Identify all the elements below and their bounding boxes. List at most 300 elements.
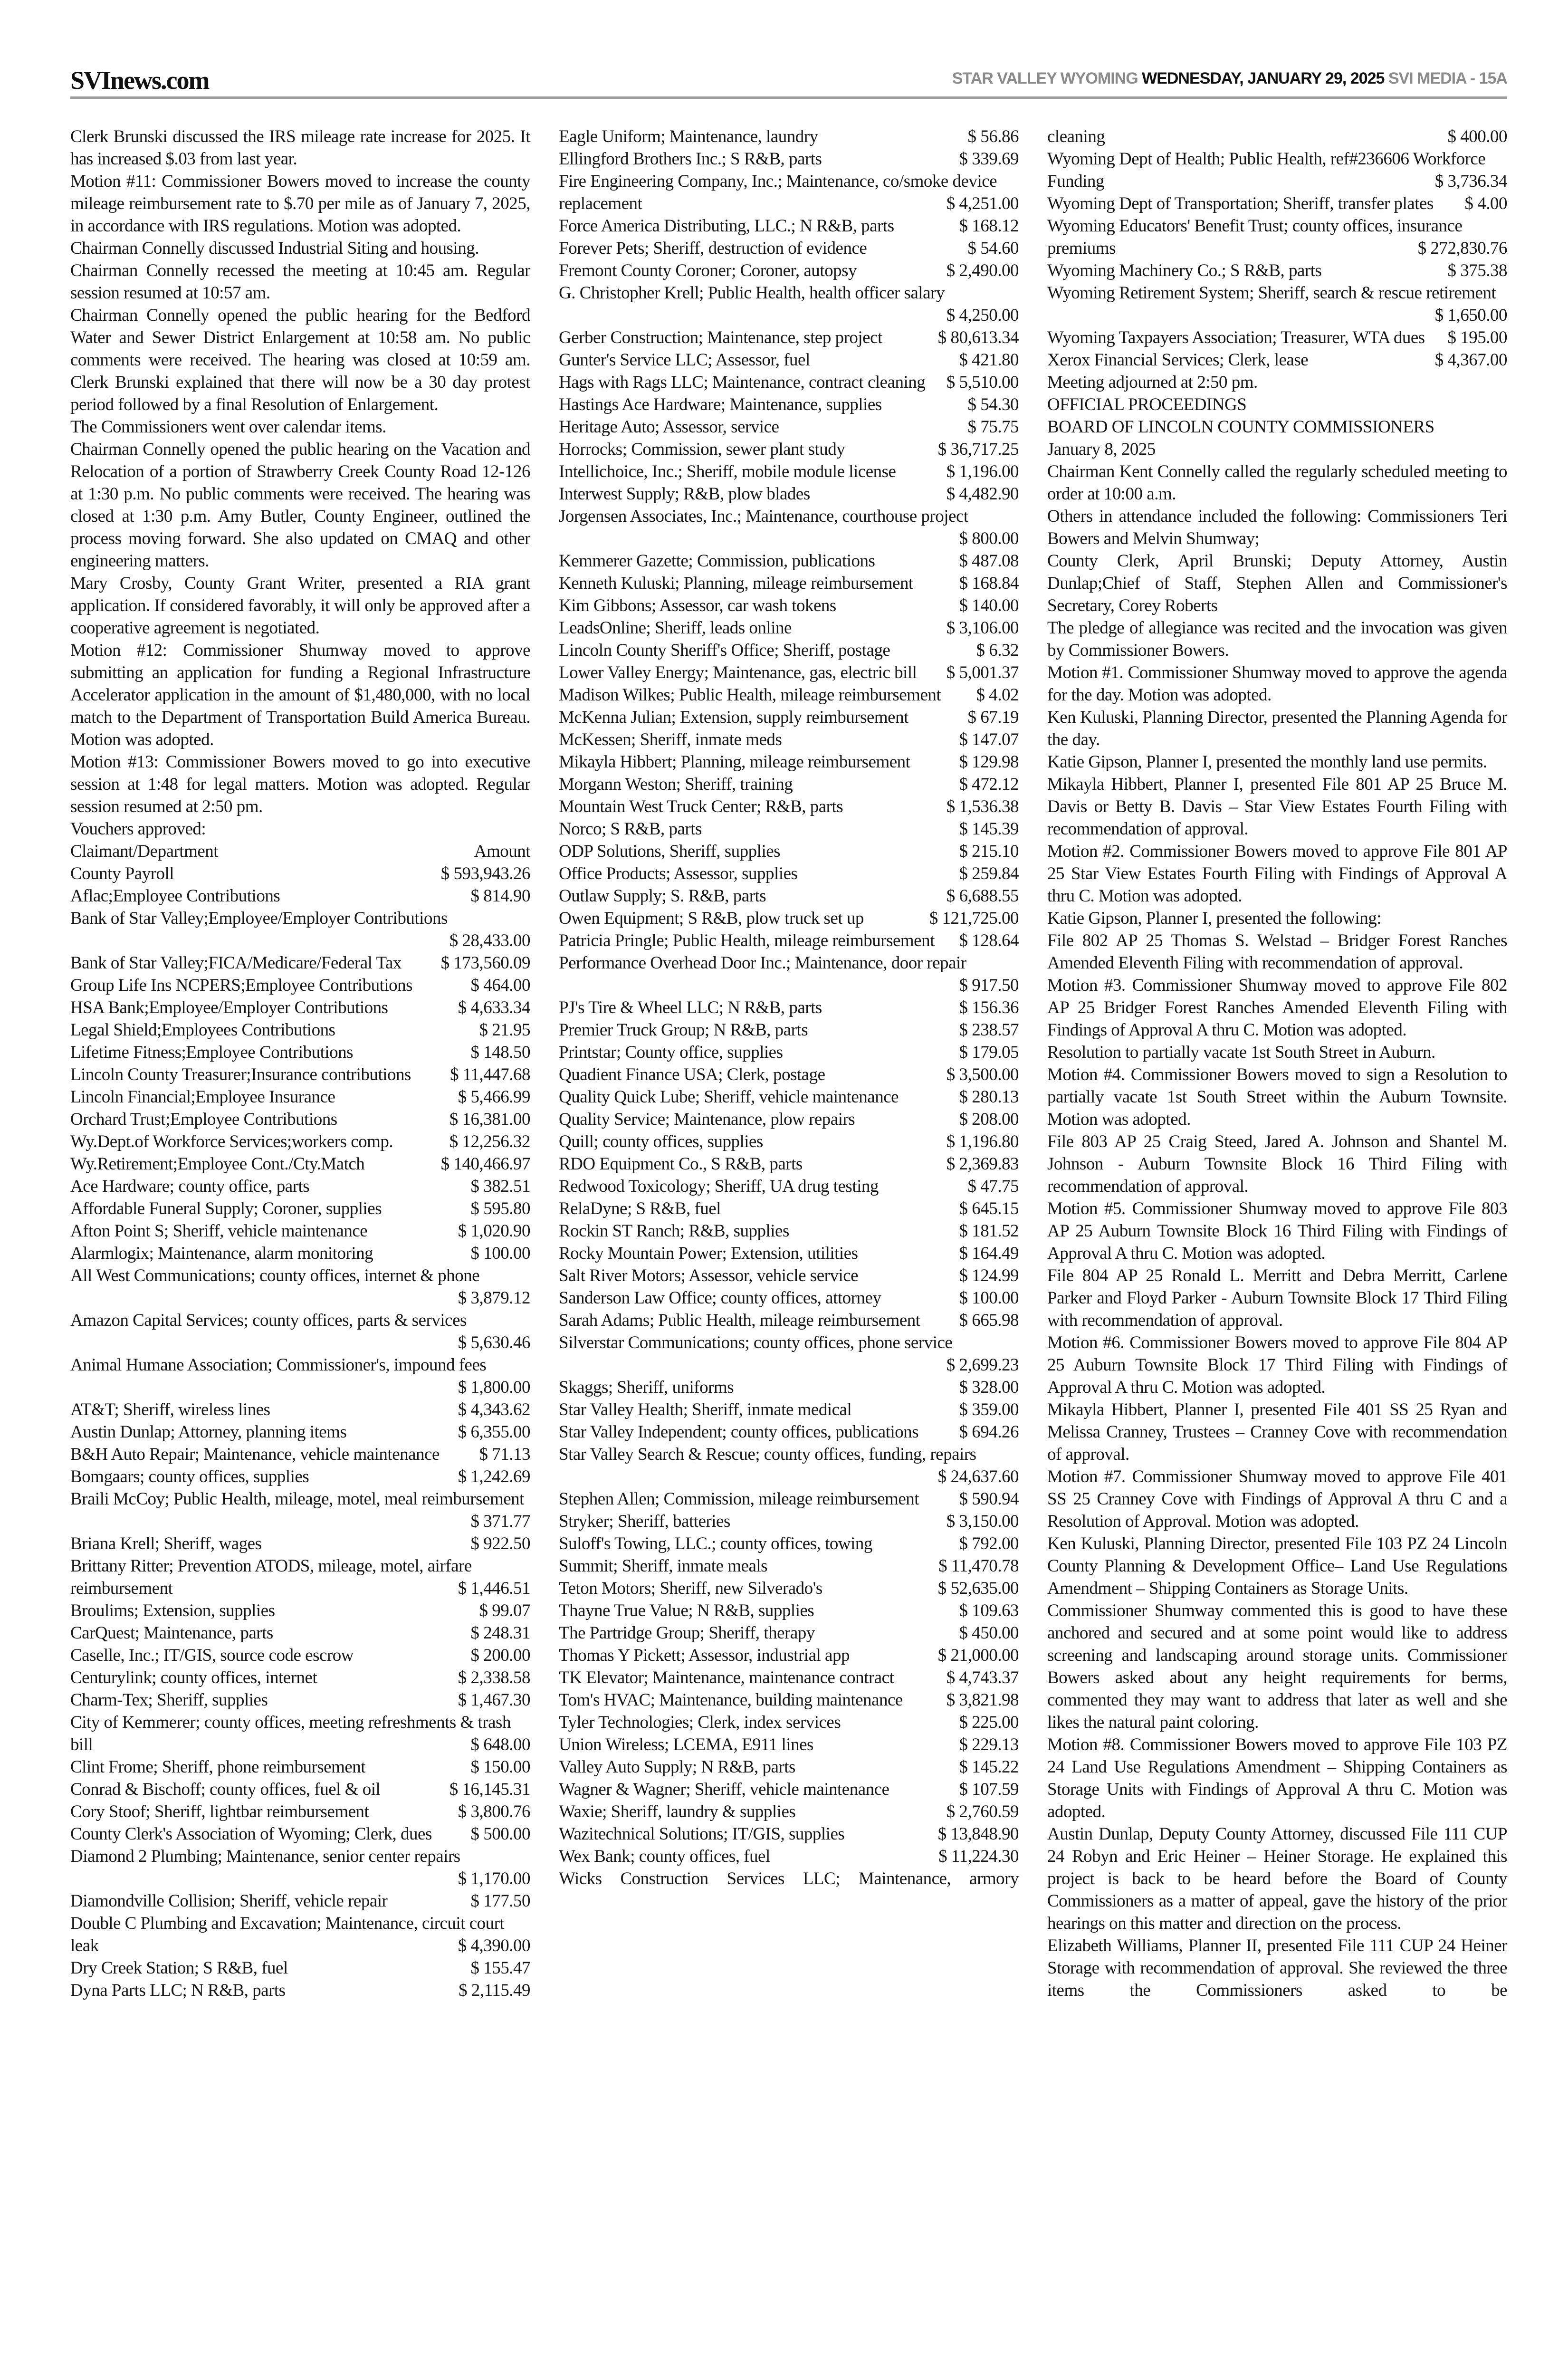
voucher-claimant: Animal Humane Association; Commissioner's, impound fees	[70, 1355, 487, 1375]
voucher-claimant: Thayne True Value; N R&B, supplies	[559, 1601, 814, 1620]
paragraph: Ken Kuluski, Planning Director, presented File 103 PZ 24 Lincoln County Planning & Development Office– Land Use Regulations Amendment – Shipping Containers as Storage Units.	[1047, 1534, 1507, 1598]
voucher-entry	[559, 1175, 1019, 1198]
voucher-claimant: Intellichoice, Inc.; Sheriff, mobile module license	[559, 462, 896, 481]
voucher-amount: $ 1,170.00	[458, 1869, 530, 1888]
voucher-entry	[559, 282, 1019, 326]
voucher-entry	[559, 862, 1019, 885]
voucher-entry	[559, 1332, 1019, 1376]
voucher-amount: $ 215.10	[959, 842, 1019, 861]
paragraph: Elizabeth Williams, Planner II, presented File 111 CUP 24 Heiner Storage with recommendation of approval. She reviewed the three items the Commissioners asked to be	[1047, 1936, 1507, 2000]
voucher-amount: $ 156.36	[959, 998, 1019, 1017]
voucher-claimant: Lincoln County Treasurer;Insurance contributions	[70, 1065, 411, 1084]
voucher-claimant: Wyoming Dept of Transportation; Sheriff, transfer plates	[1047, 194, 1434, 213]
voucher-claimant: Kenneth Kuluski; Planning, mileage reimbursement	[559, 574, 913, 593]
paragraph: File 803 AP 25 Craig Steed, Jared A. Johnson and Shantel M. Johnson - Auburn Townsite Block 16 Third Filing with recommendation of approval.	[1047, 1132, 1507, 1196]
page-section: SVI MEDIA - 15A	[1388, 69, 1507, 87]
voucher-amount: $ 472.12	[959, 775, 1019, 794]
voucher-entry	[559, 326, 1019, 349]
voucher-claimant: Austin Dunlap; Attorney, planning items	[70, 1422, 347, 1442]
paragraph: Motion #13: Commissioner Bowers moved to go into executive session at 1:48 for legal matters. Motion was adopted. Regular session resumed at 2:50 pm.	[70, 752, 530, 816]
voucher-entry	[559, 393, 1019, 416]
voucher-entry	[70, 1957, 530, 1979]
voucher-amount: $ 11,224.30	[938, 1847, 1019, 1866]
voucher-claimant: Diamondville Collision; Sheriff, vehicle repair	[70, 1891, 388, 1911]
voucher-amount: $ 648.00	[470, 1735, 530, 1754]
voucher-entry	[70, 1778, 530, 1801]
voucher-amount: $ 2,115.49	[459, 1981, 530, 2000]
voucher-entry	[70, 885, 530, 907]
voucher-amount: $ 3,736.34	[1434, 172, 1507, 191]
voucher-entry	[70, 1309, 530, 1354]
paragraph: Chairman Connelly opened the public hearing for the Bedford Water and Sewer District Enlargement at 10:58 am. No public comments were received. The hearing was closed at 10:59 am. Clerk Brunski explained that there will now be a 30 day protest period followed by a final Resolution of Enlargement.	[70, 306, 530, 414]
column-1	[70, 125, 530, 2002]
voucher-entry	[1047, 192, 1507, 215]
voucher-entry	[1047, 259, 1507, 282]
voucher-amount: $ 595.80	[470, 1199, 530, 1218]
voucher-entry	[559, 1510, 1019, 1533]
voucher-claimant: Summit; Sheriff, inmate meals	[559, 1556, 768, 1576]
voucher-entry	[70, 1220, 530, 1242]
voucher-entry	[559, 773, 1019, 795]
voucher-claimant: Wyoming Taxpayers Association; Treasurer, WTA dues	[1047, 328, 1425, 347]
voucher-entry	[70, 1644, 530, 1667]
voucher-entry	[1047, 215, 1507, 259]
voucher-claimant: RDO Equipment Co., S R&B, parts	[559, 1154, 803, 1174]
voucher-claimant: Silverstar Communications; county offices, phone service	[559, 1333, 953, 1352]
voucher-amount: $ 1,650.00	[1434, 306, 1507, 325]
voucher-claimant: Broulims; Extension, supplies	[70, 1601, 275, 1620]
paragraph: The pledge of allegiance was recited and the invocation was given by Commissioner Bowers.	[1047, 618, 1507, 660]
voucher-claimant: Salt River Motors; Assessor, vehicle service	[559, 1266, 859, 1285]
voucher-amount: $ 13,848.90	[937, 1824, 1019, 1844]
voucher-entry	[559, 1488, 1019, 1510]
paragraph: Motion #4. Commissioner Bowers moved to sign a Resolution to partially vacate 1st South Street within the Auburn Townsite. Motion was adopted.	[1047, 1065, 1507, 1129]
voucher-entry	[559, 996, 1019, 1019]
voucher-claimant: Double C Plumbing and Excavation; Maintenance, circuit court leak	[70, 1914, 505, 1955]
voucher-claimant: Rocky Mountain Power; Extension, utilities	[559, 1244, 858, 1263]
voucher-entry	[70, 1533, 530, 1555]
voucher-amount: $ 4,743.37	[946, 1668, 1019, 1687]
paragraph: Motion #6. Commissioner Bowers moved to approve File 804 AP 25 Auburn Townsite Block 17 Third Filing with Findings of Approval A thru C. Motion was adopted.	[1047, 1333, 1507, 1397]
voucher-claimant: LeadsOnline; Sheriff, leads online	[559, 618, 792, 638]
voucher-claimant: Caselle, Inc.; IT/GIS, source code escrow	[70, 1646, 354, 1665]
voucher-entry	[70, 1667, 530, 1689]
paragraph: Austin Dunlap, Deputy County Attorney, discussed File 111 CUP 24 Robyn and Eric Heiner – Heiner Storage. He explained this project is back to be heard before the Board of County Commissioners as a matter of appeal, gave the history of the prior hearings on this matter and direction on the process.	[1047, 1824, 1507, 1933]
voucher-amount: $ 16,145.31	[449, 1780, 530, 1799]
voucher-amount: $ 4,367.00	[1434, 350, 1507, 370]
voucher-amount: $ 375.38	[1447, 261, 1507, 280]
voucher-amount: $ 1,242.69	[458, 1467, 530, 1486]
voucher-claimant: City of Kemmerer; county offices, meeting refreshments & trash bill	[70, 1713, 511, 1754]
voucher-entry	[559, 460, 1019, 483]
voucher-entry	[70, 1466, 530, 1488]
voucher-entry	[70, 1354, 530, 1399]
voucher-claimant: Quadient Finance USA; Clerk, postage	[559, 1065, 825, 1084]
voucher-entry	[70, 1756, 530, 1778]
voucher-claimant: Kim Gibbons; Assessor, car wash tokens	[559, 596, 836, 615]
voucher-claimant: Bomgaars; county offices, supplies	[70, 1467, 309, 1486]
voucher-entry	[559, 349, 1019, 371]
paragraph: January 8, 2025	[1047, 440, 1156, 459]
column-2	[559, 125, 1019, 1890]
voucher-entry	[70, 1086, 530, 1108]
voucher-amount: $ 814.90	[470, 886, 530, 906]
paragraph: Resolution to partially vacate 1st South Street in Auburn.	[1047, 1043, 1435, 1062]
voucher-entry	[70, 1242, 530, 1265]
voucher-entry	[70, 1063, 530, 1086]
voucher-claimant: Aflac;Employee Contributions	[70, 886, 280, 906]
voucher-amount: $ 371.77	[470, 1512, 530, 1531]
voucher-amount: $ 24,637.60	[937, 1467, 1019, 1486]
paragraph: The Commissioners went over calendar items.	[70, 417, 386, 437]
voucher-entry	[559, 885, 1019, 907]
voucher-claimant: Ace Hardware; county office, parts	[70, 1177, 310, 1196]
voucher-entry	[559, 148, 1019, 170]
voucher-claimant: ODP Solutions, Sheriff, supplies	[559, 842, 781, 861]
voucher-amount: $ 155.47	[470, 1958, 530, 1978]
voucher-amount: $ 339.69	[959, 149, 1019, 169]
voucher-entry	[559, 1376, 1019, 1399]
voucher-entry	[559, 1845, 1019, 1868]
paragraph: Motion #11: Commissioner Bowers moved to increase the county mileage reimbursement rate to $.70 per mile as of January 7, 2025, in accordance with IRS regulations. Motion was adopted.	[70, 172, 530, 236]
voucher-amount: $ 140.00	[959, 596, 1019, 615]
site-logo[interactable]: SVInews.com	[70, 66, 209, 95]
voucher-claimant: Redwood Toxicology; Sheriff, UA drug testing	[559, 1177, 879, 1196]
voucher-amount: $ 694.26	[959, 1422, 1019, 1442]
voucher-entry	[70, 1265, 530, 1309]
paragraph: Motion #1. Commissioner Shumway moved to approve the agenda for the day. Motion was adopted.	[1047, 663, 1507, 705]
voucher-entry	[70, 1399, 530, 1421]
voucher-claimant: Valley Auto Supply; N R&B, parts	[559, 1757, 795, 1777]
voucher-amount: $ 4,390.00	[458, 1936, 530, 1955]
voucher-entry	[559, 1153, 1019, 1175]
voucher-entry	[559, 1555, 1019, 1577]
voucher-claimant: Waxie; Sheriff, laundry & supplies	[559, 1802, 796, 1821]
voucher-claimant: Diamond 2 Plumbing; Maintenance, senior center repairs	[70, 1847, 460, 1866]
paragraph: Motion #8. Commissioner Bowers moved to approve File 103 PZ 24 Land Use Regulations Amendment – Shipping Containers as Storage Units with Findings of Approval A thru C. Motion was adopted.	[1047, 1735, 1507, 1821]
voucher-amount: $ 5,466.99	[458, 1087, 530, 1107]
folio-line	[952, 69, 1507, 88]
voucher-amount: $ 359.00	[959, 1400, 1019, 1419]
voucher-claimant: Stryker; Sheriff, batteries	[559, 1512, 730, 1531]
column-3	[1047, 125, 1507, 2002]
paragraph: Chairman Kent Connelly called the regularly scheduled meeting to order at 10:00 a.m.	[1047, 462, 1507, 504]
voucher-claimant: Wazitechnical Solutions; IT/GIS, supplies	[559, 1824, 845, 1844]
voucher-amount: $ 3,500.00	[946, 1065, 1019, 1084]
voucher-amount: $ 4,250.00	[946, 306, 1019, 325]
voucher-entry	[1047, 349, 1507, 371]
paragraph: Katie Gipson, Planner I, presented the monthly land use permits.	[1047, 752, 1487, 772]
voucher-claimant: Amazon Capital Services; county offices, parts & services	[70, 1311, 467, 1330]
voucher-claimant: Lower Valley Energy; Maintenance, gas, electric bill	[559, 663, 917, 682]
voucher-claimant: PJ's Tire & Wheel LLC; N R&B, parts	[559, 998, 822, 1017]
voucher-amount: $ 665.98	[959, 1311, 1019, 1330]
voucher-entry	[559, 1086, 1019, 1108]
voucher-entry	[70, 1890, 530, 1912]
voucher-claimant: Premier Truck Group; N R&B, parts	[559, 1020, 808, 1040]
voucher-amount: $ 47.75	[967, 1177, 1019, 1196]
voucher-entry	[559, 840, 1019, 862]
voucher-amount: $ 382.51	[470, 1177, 530, 1196]
voucher-entry	[559, 1220, 1019, 1242]
voucher-amount: $ 792.00	[959, 1534, 1019, 1553]
voucher-entry	[559, 907, 1019, 929]
voucher-amount: $ 21,000.00	[937, 1646, 1019, 1665]
voucher-entry	[559, 1801, 1019, 1823]
voucher-entry	[559, 1242, 1019, 1265]
voucher-amount: $ 121,725.00	[929, 909, 1019, 928]
paragraph: Motion #7. Commissioner Shumway moved to approve File 401 SS 25 Cranney Cove with Findings of Approval A thru C and a Resolution of Approval. Motion was adopted.	[1047, 1467, 1507, 1531]
voucher-claimant: Wy.Retirement;Employee Cont./Cty.Match	[70, 1154, 365, 1174]
paragraph: Mikayla Hibbert, Planner I, presented File 801 AP 25 Bruce M. Davis or Betty B. Davis – Star View Estates Fourth Filing with recommendation of approval.	[1047, 775, 1507, 839]
voucher-amount: $ 52,635.00	[937, 1579, 1019, 1598]
voucher-amount: $ 16,381.00	[449, 1110, 530, 1129]
paragraph: Ken Kuluski, Planning Director, presented the Planning Agenda for the day.	[1047, 708, 1507, 749]
voucher-amount: $ 3,879.12	[458, 1288, 530, 1308]
voucher-entry	[559, 572, 1019, 594]
voucher-amount: $ 593,943.26	[440, 864, 530, 883]
voucher-claimant: Lincoln Financial;Employee Insurance	[70, 1087, 335, 1107]
paragraph: County Clerk, April Brunski; Deputy Attorney, Austin Dunlap;Chief of Staff, Stephen Allen and Commissioner's Secretary, Corey Roberts	[1047, 551, 1507, 615]
voucher-claimant: HSA Bank;Employee/Employer Contributions	[70, 998, 388, 1017]
voucher-amount: $ 208.00	[959, 1110, 1019, 1129]
paragraph: BOARD OF LINCOLN COUNTY COMMISSIONERS	[1047, 417, 1434, 437]
paragraph: Motion #5. Commissioner Shumway moved to approve File 803 AP 25 Auburn Townsite Block 16 Third Filing with Findings of Approval A thru C. Motion was adopted.	[1047, 1199, 1507, 1263]
voucher-entry	[559, 929, 1019, 952]
voucher-claimant: Stephen Allen; Commission, mileage reimbursement	[559, 1489, 919, 1509]
voucher-entry	[559, 1823, 1019, 1845]
voucher-amount: $ 3,821.98	[946, 1690, 1019, 1710]
voucher-entry	[559, 1667, 1019, 1689]
voucher-amount: $ 75.75	[967, 417, 1019, 437]
voucher-entry	[559, 1778, 1019, 1801]
voucher-amount: $ 11,447.68	[450, 1065, 530, 1084]
voucher-entry	[559, 215, 1019, 237]
issue-date: WEDNESDAY, JANUARY 29, 2025	[1142, 69, 1385, 87]
voucher-entry	[70, 1443, 530, 1466]
voucher-claimant: Affordable Funeral Supply; Coroner, supplies	[70, 1199, 382, 1218]
voucher-amount: $ 259.84	[959, 864, 1019, 883]
voucher-amount: $ 450.00	[959, 1623, 1019, 1643]
voucher-entry	[559, 1399, 1019, 1421]
voucher-entry	[1047, 148, 1507, 192]
voucher-amount: $ 54.30	[967, 395, 1019, 414]
voucher-amount: $ 500.00	[470, 1824, 530, 1844]
voucher-claimant: Skaggs; Sheriff, uniforms	[559, 1378, 734, 1397]
voucher-claimant: Office Products; Assessor, supplies	[559, 864, 798, 883]
voucher-claimant: County Clerk's Association of Wyoming; Clerk, dues	[70, 1824, 432, 1844]
voucher-claimant: McKessen; Sheriff, inmate meds	[559, 730, 782, 749]
voucher-entry	[70, 1979, 530, 2002]
voucher-claimant: Afton Point S; Sheriff, vehicle maintenance	[70, 1221, 368, 1241]
voucher-claimant: Interwest Supply; R&B, plow blades	[559, 484, 810, 504]
voucher-amount: $ 54.60	[967, 239, 1019, 258]
voucher-entry	[559, 505, 1019, 550]
voucher-amount: $ 80,613.34	[937, 328, 1019, 347]
voucher-amount: $ 28,433.00	[449, 931, 530, 950]
voucher-amount: $ 3,106.00	[946, 618, 1019, 638]
voucher-amount: $ 3,150.00	[946, 1512, 1019, 1531]
voucher-amount: $ 248.31	[470, 1623, 530, 1643]
region-label: STAR VALLEY WYOMING	[952, 69, 1138, 87]
voucher-claimant: Braili McCoy; Public Health, mileage, motel, meal reimbursement	[70, 1489, 524, 1509]
voucher-claimant: Union Wireless; LCEMA, E911 lines	[559, 1735, 813, 1754]
voucher-claimant: Dry Creek Station; S R&B, fuel	[70, 1958, 288, 1978]
voucher-entry	[559, 728, 1019, 751]
voucher-entry	[559, 1711, 1019, 1734]
voucher-claimant: Owen Equipment; S R&B, plow truck set up	[559, 909, 864, 928]
paragraph: File 804 AP 25 Ronald L. Merritt and Debra Merritt, Carlene Parker and Floyd Parker - Auburn Townsite Block 17 Third Filing with recommendation of approval.	[1047, 1266, 1507, 1330]
voucher-entry	[1047, 125, 1507, 148]
voucher-amount: $ 917.50	[959, 976, 1019, 995]
voucher-amount: $ 1,467.30	[458, 1690, 530, 1710]
voucher-entry	[70, 1600, 530, 1622]
voucher-claimant: Suloff's Towing, LLC.; county offices, towing	[559, 1534, 872, 1553]
voucher-amount: $ 4.00	[1464, 194, 1507, 213]
voucher-claimant: B&H Auto Repair; Maintenance, vehicle maintenance	[70, 1445, 440, 1464]
voucher-claimant: Clint Frome; Sheriff, phone reimbursement	[70, 1757, 366, 1777]
voucher-entry	[559, 1287, 1019, 1309]
voucher-claimant: Lifetime Fitness;Employee Contributions	[70, 1043, 354, 1062]
voucher-amount: $ 328.00	[959, 1378, 1019, 1397]
voucher-amount: $ 4,633.34	[458, 998, 530, 1017]
voucher-claimant: Cory Stoof; Sheriff, lightbar reimbursement	[70, 1802, 369, 1821]
paragraph: File 802 AP 25 Thomas S. Welstad – Bridger Forest Ranches Amended Eleventh Filing with recommendation of approval.	[1047, 931, 1507, 973]
voucher-amount: $ 2,338.58	[458, 1668, 530, 1687]
voucher-claimant: Morgann Weston; Sheriff, training	[559, 775, 793, 794]
voucher-entry	[559, 639, 1019, 661]
voucher-claimant: Quality Quick Lube; Sheriff, vehicle maintenance	[559, 1087, 899, 1107]
voucher-claimant: Horrocks; Commission, sewer plant study	[559, 440, 845, 459]
voucher-entry	[559, 1019, 1019, 1041]
voucher-amount: $ 145.22	[959, 1757, 1019, 1777]
voucher-entry	[70, 1108, 530, 1131]
voucher-claimant: Wyoming Retirement System; Sheriff, search & rescue retirement	[1047, 283, 1496, 303]
voucher-claimant: Madison Wilkes; Public Health, mileage reimbursement	[559, 685, 941, 705]
voucher-amount: $ 922.50	[470, 1534, 530, 1553]
voucher-amount: $ 11,470.78	[938, 1556, 1019, 1576]
voucher-claimant: Dyna Parts LLC; N R&B, parts	[70, 1981, 286, 2000]
voucher-claimant: County Payroll	[70, 864, 174, 883]
voucher-claimant: Rockin ST Ranch; R&B, supplies	[559, 1221, 789, 1241]
voucher-entry	[559, 1309, 1019, 1332]
voucher-amount: $ 1,020.90	[458, 1221, 530, 1241]
paragraph: Wicks Construction Services LLC; Maintenance, armory	[559, 1869, 1019, 1888]
voucher-claimant: Lincoln County Sheriff's Office; Sheriff, postage	[559, 641, 890, 660]
voucher-entry	[559, 1198, 1019, 1220]
voucher-entry	[559, 1644, 1019, 1667]
voucher-claimant: All West Communications; county offices, internet & phone	[70, 1266, 480, 1285]
voucher-claimant: Norco; S R&B, parts	[559, 819, 702, 839]
voucher-entry	[559, 483, 1019, 505]
voucher-amount: $ 2,490.00	[946, 261, 1019, 280]
voucher-entry	[559, 237, 1019, 259]
voucher-amount: $ 100.00	[470, 1244, 530, 1263]
voucher-claimant: Wagner & Wagner; Sheriff, vehicle maintenance	[559, 1780, 889, 1799]
voucher-amount: $ 272,830.76	[1417, 239, 1507, 258]
paragraph: Chairman Connelly opened the public hearing on the Vacation and Relocation of a portion of Strawberry Creek County Road 12-126 at 1:30 p.m. No public comments were received. The hearing was closed at 1:30 p.m. Amy Butler, County Engineer, outlined the process moving forward. She also updated on CMAQ and other engineering matters.	[70, 440, 530, 571]
voucher-amount: $ 4.02	[976, 685, 1019, 705]
paragraph: Chairman Connelly recessed the meeting at 10:45 am. Regular session resumed at 10:57 am.	[70, 261, 530, 303]
voucher-entry	[70, 1689, 530, 1711]
voucher-claimant: AT&T; Sheriff, wireless lines	[70, 1400, 270, 1419]
voucher-entry	[559, 125, 1019, 148]
voucher-amount: $ 140,466.97	[440, 1154, 530, 1174]
voucher-amount: $ 12,256.32	[449, 1132, 530, 1151]
voucher-entry	[70, 1153, 530, 1175]
voucher-amount: $ 181.52	[959, 1221, 1019, 1241]
voucher-amount: $ 124.99	[959, 1266, 1019, 1285]
voucher-amount: $ 100.00	[959, 1288, 1019, 1308]
voucher-entry	[559, 706, 1019, 728]
voucher-entry	[559, 617, 1019, 639]
voucher-amount: $ 2,760.59	[946, 1802, 1019, 1821]
voucher-amount: $ 1,800.00	[458, 1378, 530, 1397]
voucher-claimant: CarQuest; Maintenance, parts	[70, 1623, 273, 1643]
voucher-claimant: Kemmerer Gazette; Commission, publications	[559, 551, 875, 571]
columns	[70, 125, 1507, 2002]
voucher-claimant: Teton Motors; Sheriff, new Silverado's	[559, 1579, 822, 1598]
voucher-claimant: Group Life Ins NCPERS;Employee Contributions	[70, 976, 413, 995]
voucher-amount: $ 229.13	[959, 1735, 1019, 1754]
voucher-entry	[70, 1823, 530, 1845]
voucher-amount: $ 1,196.00	[946, 462, 1019, 481]
voucher-claimant: G. Christopher Krell; Public Health, health officer salary	[559, 283, 945, 303]
voucher-amount: $ 4,343.62	[458, 1400, 530, 1419]
voucher-claimant: Bank of Star Valley;FICA/Medicare/Federal Tax	[70, 953, 402, 973]
voucher-entry	[70, 1845, 530, 1890]
voucher-claimant: Force America Distributing, LLC.; N R&B, parts	[559, 216, 894, 236]
voucher-amount: $ 150.00	[470, 1757, 530, 1777]
voucher-claimant: Outlaw Supply; S. R&B, parts	[559, 886, 766, 906]
voucher-entry	[70, 840, 530, 862]
voucher-entry	[70, 1622, 530, 1644]
voucher-entry	[559, 1265, 1019, 1287]
voucher-amount: $ 800.00	[959, 529, 1019, 548]
paragraph: Mary Crosby, County Grant Writer, presented a RIA grant application. If considered favorably, it will only be approved after a cooperative agreement is negotiated.	[70, 574, 530, 638]
voucher-entry	[559, 1689, 1019, 1711]
voucher-amount: $ 173,560.09	[440, 953, 530, 973]
voucher-entry	[559, 1533, 1019, 1555]
voucher-amount: $ 168.84	[959, 574, 1019, 593]
voucher-amount: $ 148.50	[470, 1043, 530, 1062]
voucher-amount: $ 129.98	[959, 752, 1019, 772]
voucher-claimant: McKenna Julian; Extension, supply reimbursement	[559, 708, 908, 727]
voucher-amount: $ 36,717.25	[937, 440, 1019, 459]
paragraph: Others in attendance included the following: Commissioners Teri Bowers and Melvin Shumway;	[1047, 507, 1507, 548]
voucher-claimant: Wex Bank; county offices, fuel	[559, 1847, 770, 1866]
voucher-entry	[559, 1577, 1019, 1600]
voucher-claimant: Quill; county offices, supplies	[559, 1132, 763, 1151]
voucher-entry	[70, 1131, 530, 1153]
voucher-claimant: Alarmlogix; Maintenance, alarm monitoring	[70, 1244, 373, 1263]
voucher-amount: $ 168.12	[959, 216, 1019, 236]
voucher-entry	[559, 1041, 1019, 1063]
voucher-claimant: Star Valley Health; Sheriff, inmate medical	[559, 1400, 852, 1419]
voucher-entry	[1047, 282, 1507, 326]
voucher-entry	[559, 1443, 1019, 1488]
voucher-claimant: Tyler Technologies; Clerk, index services	[559, 1713, 841, 1732]
voucher-entry	[70, 974, 530, 996]
voucher-amount: $ 109.63	[959, 1601, 1019, 1620]
voucher-claimant: Tom's HVAC; Maintenance, building maintenance	[559, 1690, 903, 1710]
voucher-claimant: Patricia Pringle; Public Health, mileage reimbursement	[559, 931, 935, 950]
voucher-claimant: Thomas Y Pickett; Assessor, industrial app	[559, 1646, 850, 1665]
voucher-claimant: Star Valley Search & Rescue; county offices, funding, repairs	[559, 1445, 976, 1464]
voucher-amount: Amount	[474, 842, 530, 861]
voucher-entry	[559, 751, 1019, 773]
voucher-amount: $ 280.13	[959, 1087, 1019, 1107]
